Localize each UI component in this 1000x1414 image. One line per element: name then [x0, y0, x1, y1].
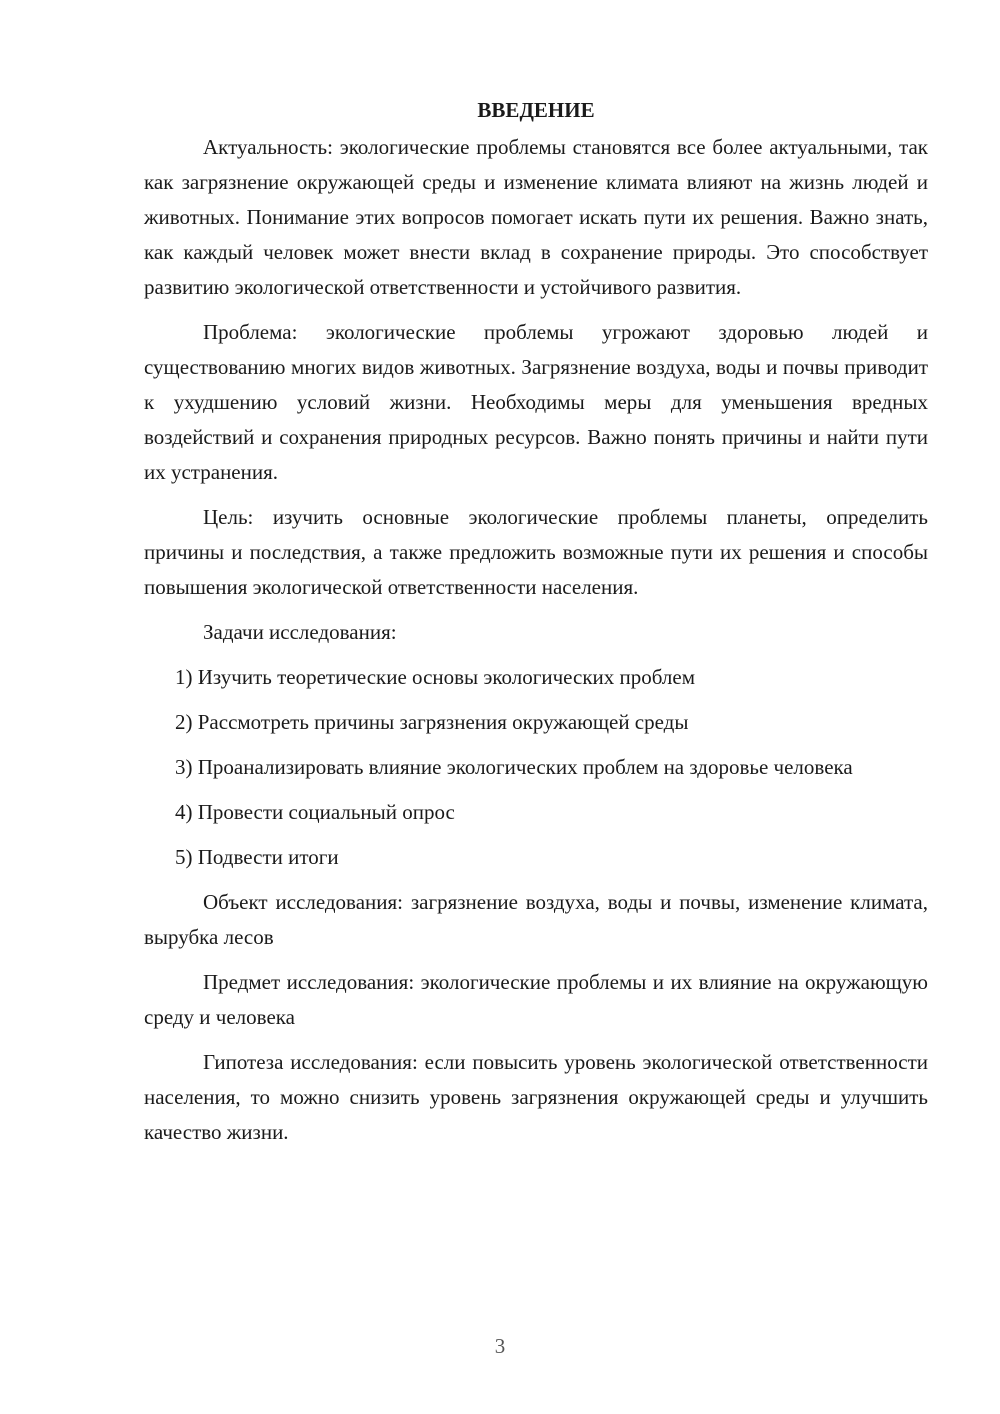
task-item: 5) Подвести итоги	[175, 845, 339, 869]
section-title: ВВЕДЕНИЕ	[477, 98, 595, 122]
tasks-heading: Задачи исследования:	[203, 620, 397, 644]
relevance-paragraph: Актуальность: экологические проблемы становятся все более актуальными, так как загрязнение окружающей среды и изменение климата влияют на жизнь людей и животных. Понимание этих вопросов помогает искать пути их решения. Важно знать, как каждый человек может внести вклад в сохранение природы. Это способствует развитию экологической ответственности и устойчивого развития.	[144, 135, 928, 299]
object-paragraph: Объект исследования: загрязнение воздуха, воды и почвы, изменение климата, вырубка лесов	[144, 890, 928, 949]
task-item: 4) Провести социальный опрос	[175, 800, 455, 824]
subject-paragraph: Предмет исследования: экологические проблемы и их влияние на окружающую среду и человека	[144, 970, 928, 1029]
hypothesis-paragraph: Гипотеза исследования: если повысить уровень экологической ответственности населения, то можно снизить уровень загрязнения окружающей среды и улучшить качество жизни.	[144, 1050, 928, 1144]
task-item: 1) Изучить теоретические основы экологических проблем	[175, 665, 696, 689]
task-item: 2) Рассмотреть причины загрязнения окружающей среды	[175, 710, 689, 734]
problem-paragraph: Проблема: экологические проблемы угрожают здоровью людей и существованию многих видов животных. Загрязнение воздуха, воды и почвы приводит к ухудшению условий жизни. Необходимы меры для уменьшения вредных воздействий и сохранения природных ресурсов. Важно понять причины и найти пути их устранения.	[144, 320, 928, 484]
document-page	[144, 95, 928, 1160]
task-item: 3) Проанализировать влияние экологических проблем на здоровье человека	[175, 755, 853, 779]
goal-paragraph: Цель: изучить основные экологические проблемы планеты, определить причины и последствия, а также предложить возможные пути их решения и способы повышения экологической ответственности населения.	[144, 505, 928, 599]
tasks-list	[144, 660, 928, 875]
page-number: 3	[494, 1334, 506, 1358]
